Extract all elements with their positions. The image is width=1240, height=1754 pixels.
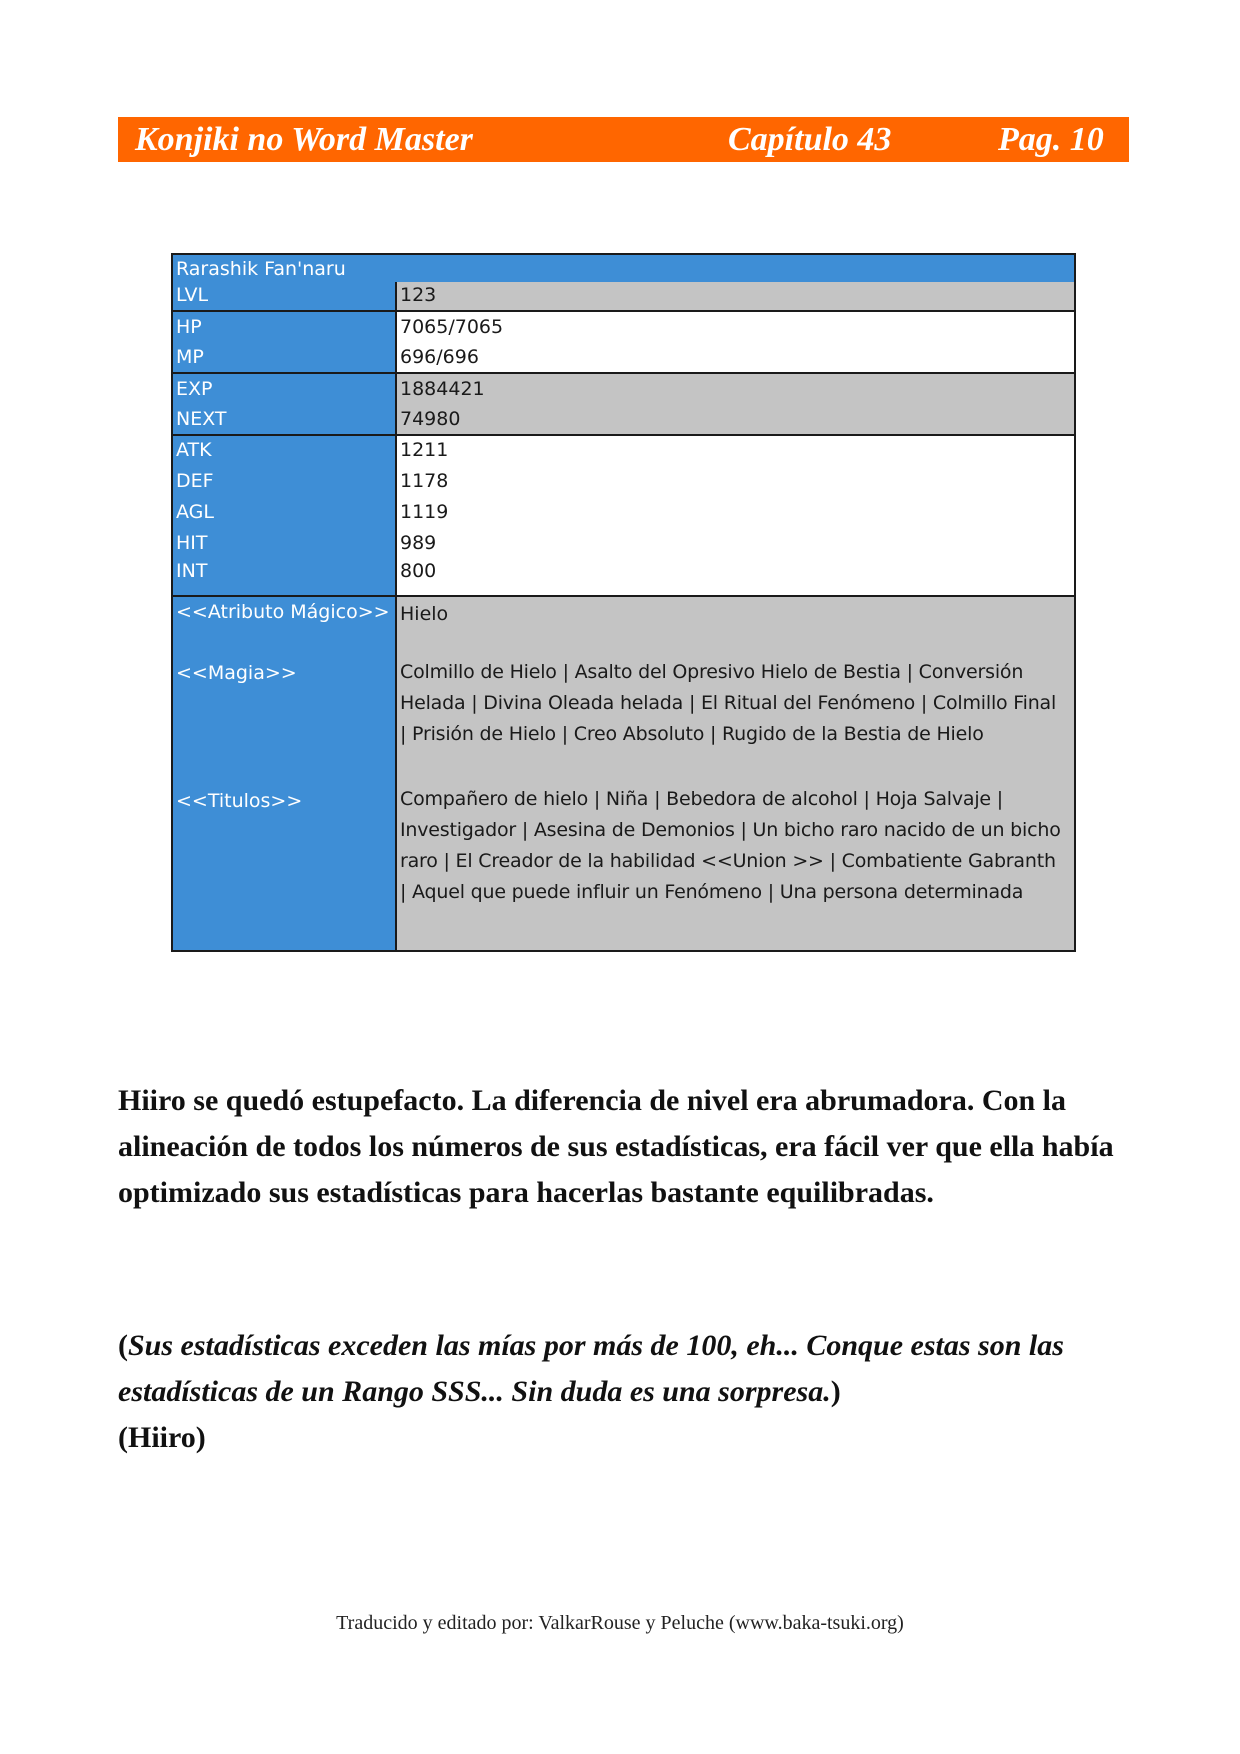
row-attributes [173, 434, 1074, 595]
def-label: DEF [176, 470, 214, 492]
atk-label: ATK [176, 439, 212, 461]
thought-open-paren: ( [118, 1329, 128, 1362]
row-hp-mp [173, 310, 1074, 372]
atk-value: 1211 [400, 439, 449, 461]
agl-label: AGL [176, 501, 214, 523]
exp-value: 1884421 [400, 378, 485, 400]
attribute-value: Hielo [400, 603, 449, 625]
mp-label: MP [176, 346, 204, 368]
page-header [118, 117, 1129, 162]
row-lvl [173, 282, 1074, 310]
thought-text: Sus estadísticas exceden las mías por más de 100, eh... Conque estas son las estadísticas de un Rango SSS... Sin duda es una sorpresa. [118, 1329, 1064, 1408]
translator-credit: Traducido y editado por: ValkarRouse y Peluche (www.baka-tsuki.org) [336, 1612, 904, 1634]
def-value: 1178 [400, 470, 449, 492]
thought-paragraph [118, 1323, 1128, 1461]
lvl-label: LVL [176, 284, 209, 306]
hp-value: 7065/7065 [400, 316, 504, 338]
narration-paragraph: Hiiro se quedó estupefacto. La diferencia de nivel era abrumadora. Con la alineación de todos los números de sus estadísticas, era fácil ver que ella había optimizado sus estadísticas para hacerlas bastante equilibradas. [118, 1084, 1114, 1209]
status-table [171, 253, 1076, 952]
exp-label: EXP [176, 378, 213, 400]
int-value: 800 [400, 560, 437, 582]
next-label: NEXT [176, 408, 227, 430]
titles-label: <<Titulos>> [176, 790, 303, 812]
next-value: 74980 [400, 408, 461, 430]
status-table-title [173, 255, 1074, 284]
lvl-value: 123 [400, 284, 437, 306]
chapter-label: Capítulo 43 [728, 121, 892, 158]
character-name: Rarashik Fan'naru [176, 258, 346, 280]
thought-speaker: (Hiiro) [118, 1421, 206, 1454]
hit-label: HIT [176, 532, 208, 554]
row-exp-next [173, 372, 1074, 434]
hp-label: HP [176, 316, 202, 338]
thought-close-paren: ) [830, 1375, 841, 1408]
mp-value: 696/696 [400, 346, 479, 368]
magic-label: <<Magia>> [176, 662, 297, 684]
page-number: Pag. 10 [998, 121, 1104, 158]
book-title: Konjiki no Word Master [135, 121, 473, 158]
int-label: INT [176, 560, 208, 582]
agl-value: 1119 [400, 501, 449, 523]
row-skills [173, 595, 1074, 950]
attribute-label: <<Atributo Mágico>> [176, 601, 390, 623]
magic-list: Colmillo de Hielo | Asalto del Opresivo Hielo de Bestia | Conversión Helada | Divina Oleada helada | El Ritual del Fenómeno | Colmillo Final | Prisión de Hielo | Creo Absoluto | Rugido de la Bestia de Hielo [400, 661, 1057, 745]
titles-list: Compañero de hielo | Niña | Bebedora de alcohol | Hoja Salvaje | Investigador | Asesina de Demonios | Un bicho raro nacido de un bicho raro | El Creador de la habilidad <<Union >> | Combatiente Gabranth | Aquel que puede influir un Fenómeno | Una persona determinada [400, 788, 1061, 903]
hit-value: 989 [400, 532, 437, 554]
